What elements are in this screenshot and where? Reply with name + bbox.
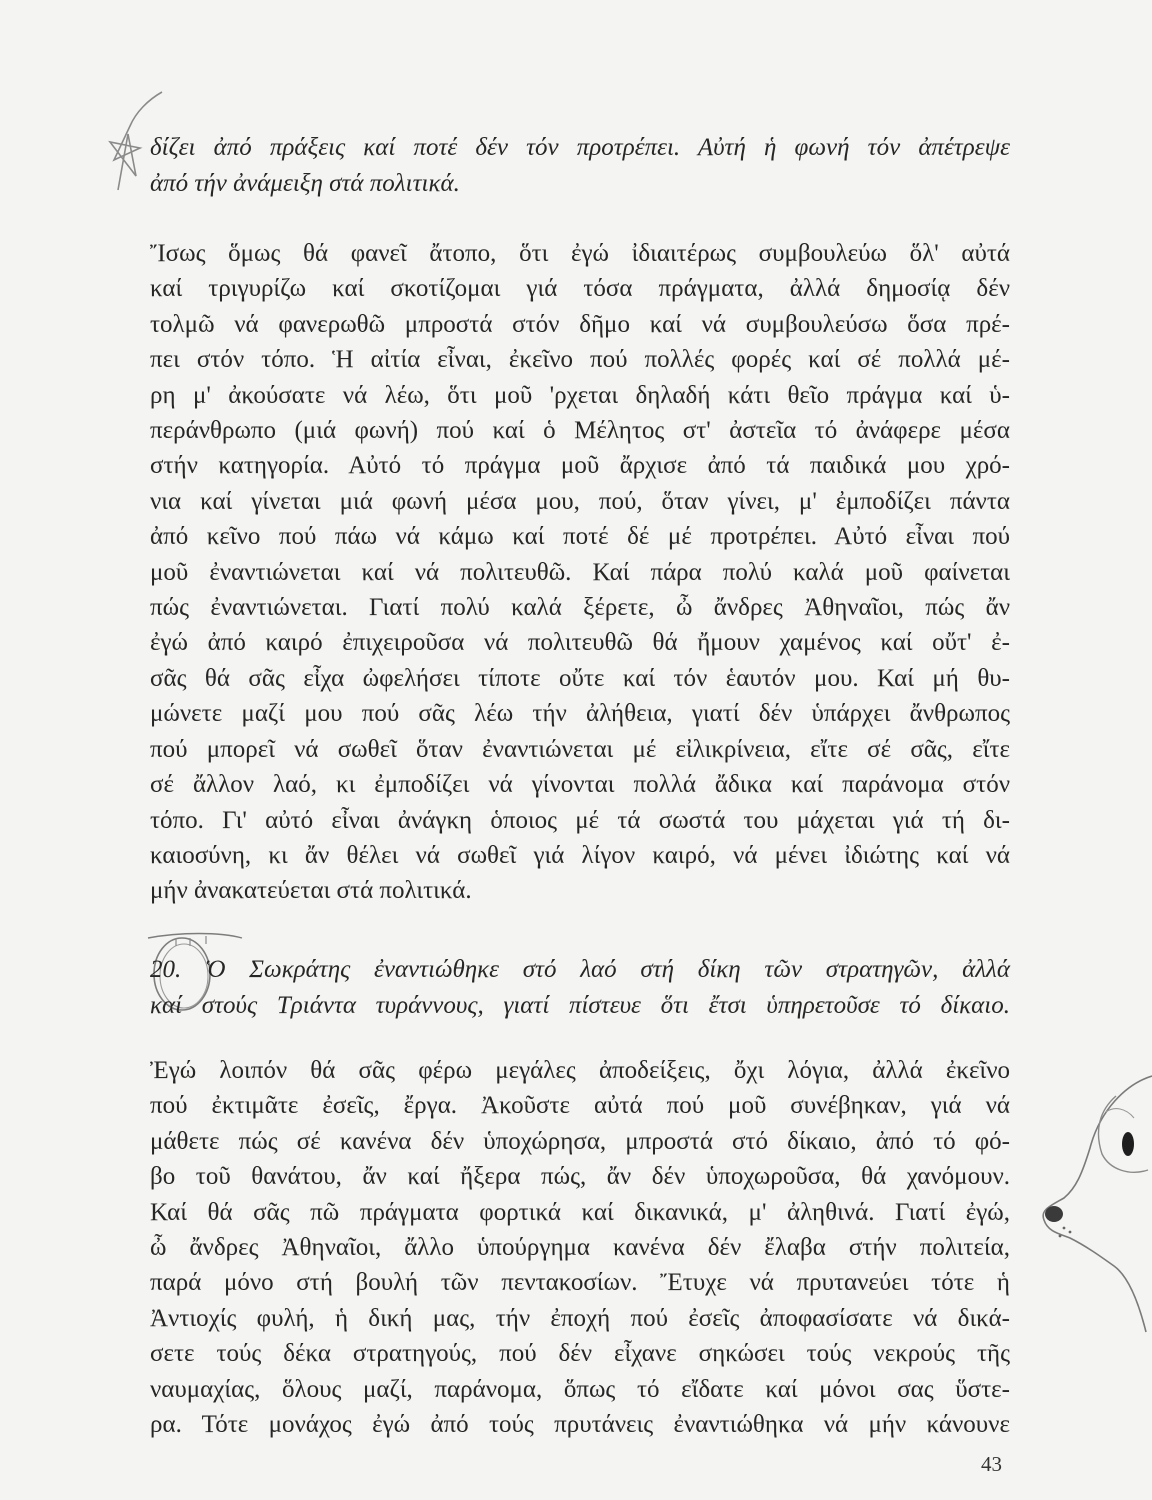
text-line: ναυμαχίας, ὅλους μαζί, παράνομα, ὅπως τό εἴδατε καί μόνοι σας ὕστε-: [150, 1375, 1010, 1403]
text-line: περάνθρωπο (μιά φωνή) πού καί ὁ Μέλητος στ' ἀστεῖα τό ἀνάφερε μέσα: [150, 417, 1010, 445]
section-summary-line: καί στούς Τριάντα τυράννους, γιατί πίστευε ὅτι ἔτσι ὑπηρετοῦσε τό δίκαιο.: [150, 992, 1010, 1019]
text-line: νια καί γίνεται μιά φωνή μέσα μου, πού, ὅταν γίνει, μ' ἐμποδίζει πάντα: [150, 487, 1010, 515]
text-line: μάθετε πώς σέ κανένα δέν ὑποχώρησα, μπροστά στό δίκαιο, ἀπό τό φό-: [150, 1127, 1010, 1155]
text-line: Ἐγώ λοιπόν θά σᾶς φέρω μεγάλες ἀποδείξεις, ὄχι λόγια, ἀλλά ἐκεῖνο: [150, 1057, 1010, 1084]
text-line: πού μπορεῖ νά σωθεῖ ὅταν ἐναντιώνεται μέ εἰλικρίνεια, εἴτε σέ σᾶς, εἴτε: [150, 735, 1010, 763]
text-line: πού ἐκτιμᾶτε ἐσεῖς, ἔργα. Ἀκοῦστε αὐτά πού μοῦ συνέβηκαν, γιά νά: [150, 1092, 1010, 1120]
text-line: ρη μ' ἀκούσατε νά λέω, ὅτι μοῦ 'ρχεται δηλαδή κάτι θεῖο πράγμα καί ὑ-: [150, 381, 1010, 409]
summary-line: ἀπό τήν ἀνάμειξη στά πολιτικά.: [150, 170, 460, 197]
section-number: 20.: [150, 956, 182, 983]
text-line: στήν κατηγορία. Αὐτό τό πράγμα μοῦ ἄρχισε ἀπό τά παιδικά μου χρό-: [150, 452, 1010, 480]
paragraph-1: [150, 236, 1010, 909]
text-line: ρα. Τότε μονάχος ἐγώ ἀπό τούς πρυτάνεις ἐναντιώθηκα νά μήν κάνουνε: [150, 1411, 1010, 1439]
text-line: καί τριγυρίζω καί σκοτίζομαι γιά τόσα πράγματα, ἀλλά δημοσίᾳ δέν: [150, 275, 1010, 303]
text-line: μοῦ ἐναντιώνεται καί νά πολιτευθῶ. Καί πάρα πολύ καλά μοῦ φαίνεται: [150, 558, 1010, 586]
summary-line: δίζει ἀπό πράξεις καί ποτέ δέν τόν προτρέπει. Αὐτή ἡ φωνή τόν ἀπέτρεψε: [150, 134, 1010, 161]
text-line: μώνετε μαζί μου πού σᾶς λέω τήν ἀλήθεια, γιατί δέν ὑπάρχει ἄνθρωπος: [150, 700, 1010, 728]
text-line: σέ ἄλλον λαό, κι ἐμποδίζει νά γίνονται πολλά ἄδικα καί παράνομα στόν: [150, 771, 1010, 799]
text-line: βο τοῦ θανάτου, ἄν καί ἤξερα πώς, ἄν δέν ὑποχωροῦσα, θά χανόμουν.: [150, 1163, 1010, 1191]
chapter-summary-top: [150, 130, 1010, 202]
text-line: πώς ἐναντιώνεται. Γιατί πολύ καλά ξέρετε, ὦ ἄνδρες Ἀθηναῖοι, πώς ἄν: [150, 594, 1010, 622]
text-line: Ἀντιοχίς φυλή, ἡ δική μας, τήν ἐποχή πού ἐσεῖς ἀποφασίσατε νά δικά-: [150, 1304, 1010, 1332]
pencil-dog-doodle: [1030, 1070, 1152, 1340]
text-line: καιοσύνη, κι ἄν θέλει νά σωθεῖ γιά λίγον καιρό, νά μένει ἰδιώτης καί νά: [150, 841, 1010, 869]
text-line: Καί θά σᾶς πῶ πράγματα φορτικά καί δικανικά, μ' ἀληθινά. Γιατί ἐγώ,: [150, 1198, 1010, 1226]
section-title-part1: Ὁ Σωκράτης ἐναντιώθηκε στό λαό στή δίκη τῶν στρατηγῶν, ἀλλά: [204, 956, 1010, 983]
text-line: σετε τούς δέκα στρατηγούς, πού δέν εἶχανε σηκώσει τούς νεκρούς τῆς: [150, 1340, 1010, 1368]
text-line: ὦ ἄνδρες Ἀθηναῖοι, ἄλλο ὑπούργημα κανένα δέν ἔλαβα στήν πολιτεία,: [150, 1234, 1010, 1262]
text-line: τόπο. Γι' αὐτό εἶναι ἀνάγκη ὁποιος μέ τά σωστά του μάχεται γιά τή δι-: [150, 806, 1010, 834]
section-summary-line: [150, 952, 1010, 988]
text-line: ἐγώ ἀπό καιρό ἐπιχειροῦσα νά πολιτευθῶ θά ἤμουν χαμένος καί οὔτ' ἐ-: [150, 629, 1010, 657]
paragraph-2: [150, 1053, 1010, 1442]
text-line: τολμῶ νά φανερωθῶ μπροστά στόν δῆμο καί νά συμβουλεύσω ὅσα πρέ-: [150, 310, 1010, 338]
text-line: παρά μόνο στή βουλή τῶν πεντακοσίων. Ἔτυχε νά πρυτανεύει τότε ἡ: [150, 1269, 1010, 1297]
text-line: μήν ἀνακατεύεται στά πολιτικά.: [150, 877, 472, 905]
text-line: πει στόν τόπο. Ἡ αἰτία εἶναι, ἐκεῖνο πού πολλές φορές καί σέ πολλά μέ-: [150, 346, 1010, 374]
text-line: ἀπό κεῖνο πού πάω νά κάμω καί ποτέ δέ μέ προτρέπει. Αὐτό εἶναι πού: [150, 523, 1010, 551]
page-number: 43: [981, 1452, 1002, 1476]
text-line: σᾶς θά σᾶς εἶχα ὠφελήσει τίποτε οὔτε καί τόν ἑαυτόν μου. Καί μή θυ-: [150, 664, 1010, 692]
text-line: Ἴσως ὅμως θά φανεῖ ἄτοπο, ὅτι ἐγώ ἰδιαιτέρως συμβουλεύω ὅλ' αὐτά: [150, 240, 1010, 267]
section-20-summary: [150, 952, 1010, 1024]
